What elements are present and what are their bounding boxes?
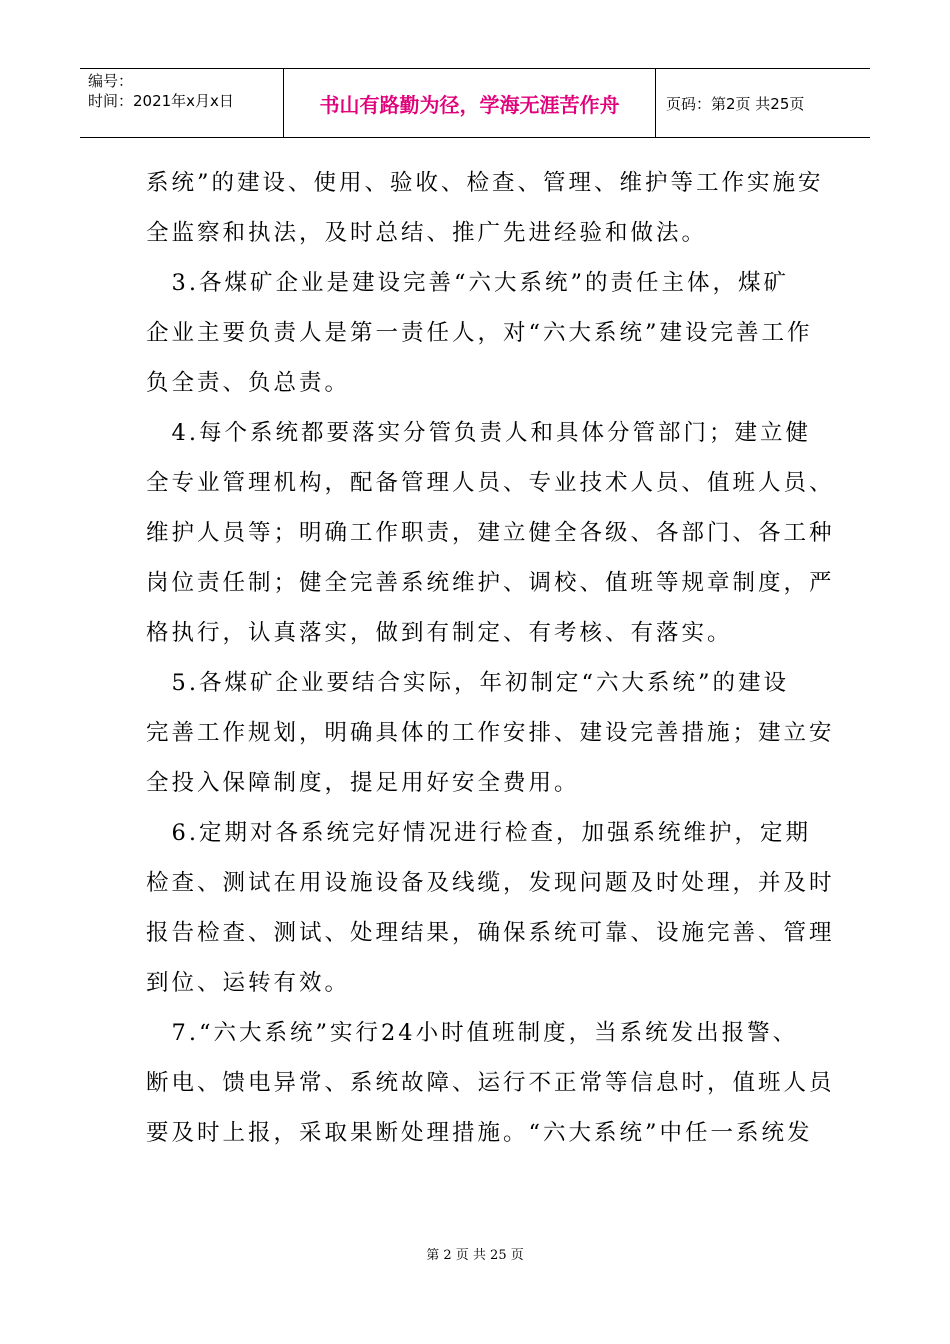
- text-line: 全监察和执法，及时总结、推广先进经验和做法。: [146, 220, 708, 246]
- text-line: 全投入保障制度，提足用好安全费用。: [146, 770, 580, 796]
- text-line: 到位、运转有效。: [146, 970, 351, 996]
- page-header: [80, 68, 870, 138]
- page-footer: 第 2 页 共 25 页: [426, 1248, 524, 1263]
- text-line: 岗位责任制；健全完善系统维护、调校、值班等规章制度，严: [146, 570, 835, 596]
- text-line: 企业主要负责人是第一责任人，对“六大系统”建设完善工作: [146, 320, 813, 346]
- text-line: 维护人员等；明确工作职责，建立健全各级、各部门、各工种: [146, 520, 835, 546]
- document-number-label: 编号：: [88, 72, 134, 90]
- text-line: 3.各煤矿企业是建设完善“六大系统”的责任主体，煤矿: [146, 270, 789, 296]
- text-line: 系统”的建设、使用、验收、检查、管理、维护等工作实施安: [146, 170, 824, 196]
- document-date: 时间：2021年x月x日: [88, 92, 234, 110]
- text-line: 完善工作规划，明确具体的工作安排、建设完善措施；建立安: [146, 720, 835, 746]
- text-line: 4.每个系统都要落实分管负责人和具体分管部门；建立健: [146, 420, 811, 446]
- text-line: 要及时上报，采取果断处理措施。“六大系统”中任一系统发: [146, 1120, 813, 1146]
- text-line: 格执行，认真落实，做到有制定、有考核、有落实。: [146, 620, 733, 646]
- text-line: 断电、馈电异常、系统故障、运行不正常等信息时，值班人员: [146, 1070, 835, 1096]
- text-line: 检查、测试在用设施设备及线缆，发现问题及时处理，并及时: [146, 870, 835, 896]
- text-line: 报告检查、测试、处理结果，确保系统可靠、设施完善、管理: [146, 920, 835, 946]
- body-text: [146, 158, 835, 1158]
- text-line: 6.定期对各系统完好情况进行检查，加强系统维护，定期: [146, 820, 811, 846]
- header-page-code: 页码：第2页 共25页: [666, 94, 805, 113]
- text-line: 全专业管理机构，配备管理人员、专业技术人员、值班人员、: [146, 470, 835, 496]
- header-meta: [80, 69, 283, 137]
- header-motto: 书山有路勤为径，学海无涯苦作舟: [283, 69, 656, 137]
- text-line: 7.“六大系统”实行24小时值班制度，当系统发出报警、: [146, 1020, 799, 1046]
- text-line: 5.各煤矿企业要结合实际，年初制定“六大系统”的建设: [146, 670, 789, 696]
- text-line: 负全责、负总责。: [146, 370, 351, 396]
